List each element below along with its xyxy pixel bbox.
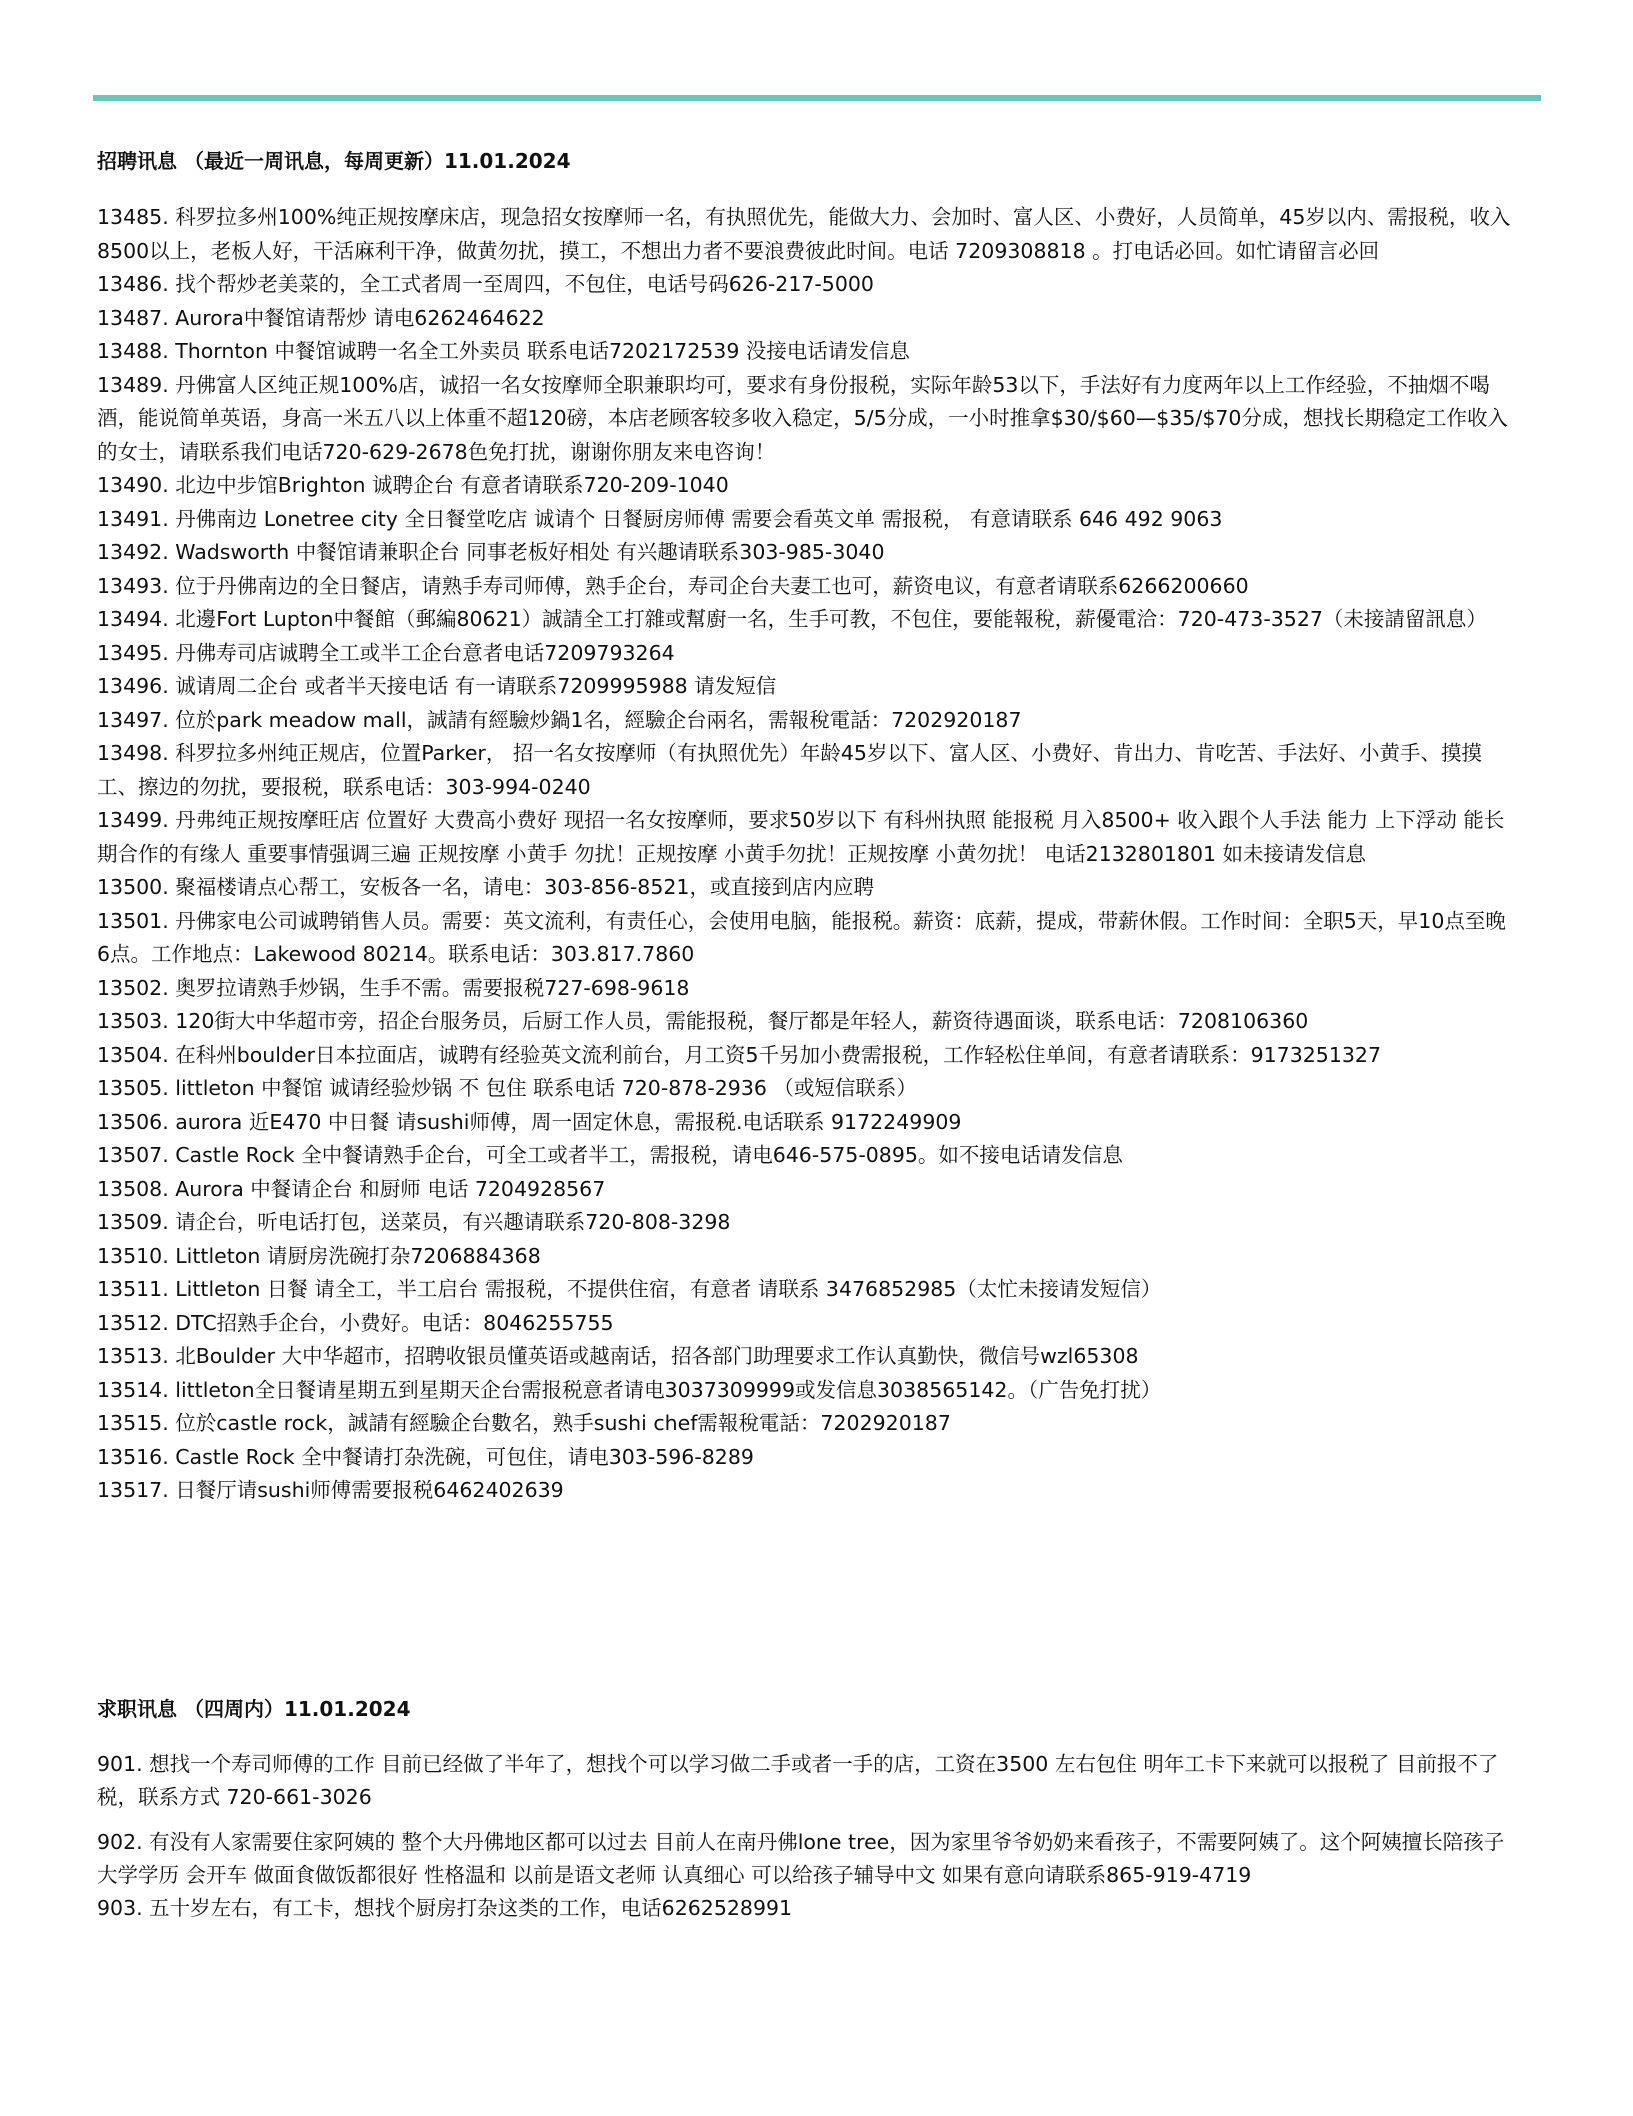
recruitment-listing: 13498. 科罗拉多州纯正规店，位置Parker， 招一名女按摩师（有执照优先）年龄45岁以下、富人区、小费好、肯出力、肯吃苦、手法好、小黄手、摸摸工、擦边的勿扰，要报税，联系电话：303-994-0240 <box>97 741 1482 799</box>
recruitment-listing: 13513. 北Boulder 大中华超市，招聘收银员懂英语或越南话，招各部门助理要求工作认真勤快，微信号wzl65308 <box>97 1344 1139 1368</box>
job-seekers-list <box>97 1748 1517 1925</box>
recruitment-listing: 13486. 找个帮炒老美菜的，全工式者周一至周四，不包住，电话号码626-217-5000 <box>97 272 874 296</box>
recruitment-listing: 13507. Castle Rock 全中餐请熟手企台，可全工或者半工，需报税，请电646-575-0895。如不接电话请发信息 <box>97 1143 1123 1167</box>
recruitment-listing: 13511. Littleton 日餐 请全工，半工启台 需报税，不提供住宿，有意者 请联系 3476852985（太忙未接请发短信） <box>97 1277 1162 1301</box>
recruitment-listing: 13509. 请企台，听电话打包，送菜员，有兴趣请联系720-808-3298 <box>97 1210 731 1234</box>
recruitment-listing: 13505. littleton 中餐馆 诚请经验炒锅 不 包住 联系电话 720-878-2936 （或短信联系） <box>97 1076 917 1100</box>
recruitment-listing: 13485. 科罗拉多州100%纯正规按摩床店，现急招女按摩师一名，有执照优先，能做大力、会加时、富人区、小费好，人员简单，45岁以内、需报税，收入8500以上，老板人好，干活麻利干净，做黄勿扰，摸工，不想出力者不要浪费彼此时间。电话 7209308818 。打电话必回。如忙请留言必回 <box>97 205 1511 263</box>
recruitment-listing: 13515. 位於castle rock，誠請有經驗企台數名，熟手sushi chef需報稅電話：7202920187 <box>97 1411 951 1435</box>
recruitment-listing: 13497. 位於park meadow mall，誠請有經驗炒鍋1名，經驗企台兩名，需報稅電話：7202920187 <box>97 707 1022 732</box>
recruitment-listing: 13501. 丹佛家电公司诚聘销售人员。需要：英文流利，有责任心，会使用电脑，能报税。薪资：底薪，提成，带薪休假。工作时间：全职5天，早10点至晚6点。工作地点：Lakewood 80214。联系电话：303.817.7860 <box>97 908 1506 966</box>
recruitment-heading: 招聘讯息 （最近一周讯息，每周更新）11.01.2024 <box>97 149 571 173</box>
recruitment-listing: 13502. 奥罗拉请熟手炒锅，生手不需。需要报税727-698-9618 <box>97 975 690 1000</box>
recruitment-listing: 13493. 位于丹佛南边的全日餐店，请熟手寿司师傅，熟手企台，寿司企台夫妻工也可，薪资电议，有意者请联系6266200660 <box>97 573 1249 598</box>
recruitment-listing: 13503. 120街大中华超市旁，招企台服务员，后厨工作人员，需能报税，餐厅都是年轻人，薪资待遇面谈，联系电话：7208106360 <box>97 1009 1309 1033</box>
recruitment-listing: 13514. littleton全日餐请星期五到星期天企台需报税意者请电3037309999或发信息3038565142。（广告免打扰） <box>97 1377 1162 1402</box>
recruitment-listing: 13487. Aurora中餐馆请帮炒 请电6262464622 <box>97 305 545 330</box>
recruitment-listing: 13488. Thornton 中餐馆诚聘一名全工外卖员 联系电话7202172539 没接电话请发信息 <box>97 339 910 363</box>
job-seeker-listing: 901. 想找一个寿司师傅的工作 目前已经做了半年了，想找个可以学习做二手或者一手的店，工资在3500 左右包住 明年工卡下来就可以报税了 目前报不了税，联系方式 720-661-3026 <box>97 1752 1499 1809</box>
recruitment-listing: 13516. Castle Rock 全中餐请打杂洗碗，可包住，请电303-596-8289 <box>97 1444 754 1469</box>
job-seekers-heading: 求职讯息 （四周内）11.01.2024 <box>97 1697 411 1721</box>
top-divider-rule <box>93 95 1541 101</box>
job-seeker-listing: 902. 有没有人家需要住家阿姨的 整个大丹佛地区都可以过去 目前人在南丹佛lone tree，因为家里爷爷奶奶来看孩子，不需要阿姨了。这个阿姨擅长陪孩子 大学学历 会开车 做面食做饭都很好 性格温和 以前是语文老师 认真细心 可以给孩子辅导中文 如果有意向请联系865-919-4719 <box>97 1830 1505 1887</box>
recruitment-listing: 13496. 诚请周二企台 或者半天接电话 有一请联系7209995988 请发短信 <box>97 674 777 698</box>
recruitment-listing: 13517. 日餐厅请sushi师傅需要报税6462402639 <box>97 1478 564 1502</box>
job-seeker-listing: 903. 五十岁左右，有工卡，想找个厨房打杂这类的工作，电话6262528991 <box>97 1896 793 1920</box>
recruitment-listing: 13494. 北邊Fort Lupton中餐館（郵編80621）誠請全工打雜或幫廚一名，生手可教，不包住，要能報稅，薪優電洽：720-473-3527（未接請留訊息） <box>97 607 1487 631</box>
recruitment-list <box>97 201 1517 1508</box>
recruitment-listing: 13492. Wadsworth 中餐馆请兼职企台 同事老板好相处 有兴趣请联系303-985-3040 <box>97 540 885 564</box>
recruitment-listing: 13508. Aurora 中餐请企台 和厨师 电话 7204928567 <box>97 1176 606 1201</box>
recruitment-listing: 13491. 丹佛南边 Lonetree city 全日餐堂吃店 诚请个 日餐厨房师傅 需要会看英文单 需报税， 有意请联系 646 492 9063 <box>97 506 1223 531</box>
recruitment-listing: 13489. 丹佛富人区纯正规100%店，诚招一名女按摩师全职兼职均可，要求有身份报税，实际年龄53以下，手法好有力度两年以上工作经验，不抽烟不喝酒，能说简单英语，身高一米五八以上体重不超120磅，本店老顾客较多收入稳定，5/5分成，一小时推拿$30/$60—$35/$70分成，想找长期稳定工作收入的女士，请联系我们电话720-629-2678色免打扰，谢谢你朋友来电咨询！ <box>97 372 1508 464</box>
recruitment-listing: 13500. 聚福楼请点心帮工，安板各一名，请电：303-856-8521，或直接到店内应聘 <box>97 875 874 899</box>
recruitment-listing: 13510. Littleton 请厨房洗碗打杂7206884368 <box>97 1243 541 1268</box>
recruitment-listing: 13504. 在科州boulder日本拉面店，诚聘有经验英文流利前台，月工资5千另加小费需报税，工作轻松住单间，有意者请联系：9173251327 <box>97 1042 1382 1067</box>
recruitment-listing: 13506. aurora 近E470 中日餐 请sushi师傅，周一固定休息，需报税.电话联系 9172249909 <box>97 1109 962 1134</box>
recruitment-listing: 13512. DTC招熟手企台，小费好。电话：8046255755 <box>97 1310 614 1335</box>
recruitment-listing: 13499. 丹弗纯正规按摩旺店 位置好 大费高小费好 现招一名女按摩师，要求50岁以下 有科州执照 能报税 月入8500+ 收入跟个人手法 能力 上下浮动 能长期合作的有缘人 重要事情强调三遍 正规按摩 小黄手 勿扰！正规按摩 小黄手勿扰！正规按摩 小黄勿扰！ 电话2132801801 如未接请发信息 <box>97 808 1505 866</box>
recruitment-listing: 13490. 北边中步馆Brighton 诚聘企台 有意者请联系720-209-1040 <box>97 473 729 497</box>
recruitment-listing: 13495. 丹佛寿司店诚聘全工或半工企台意者电话7209793264 <box>97 640 675 665</box>
